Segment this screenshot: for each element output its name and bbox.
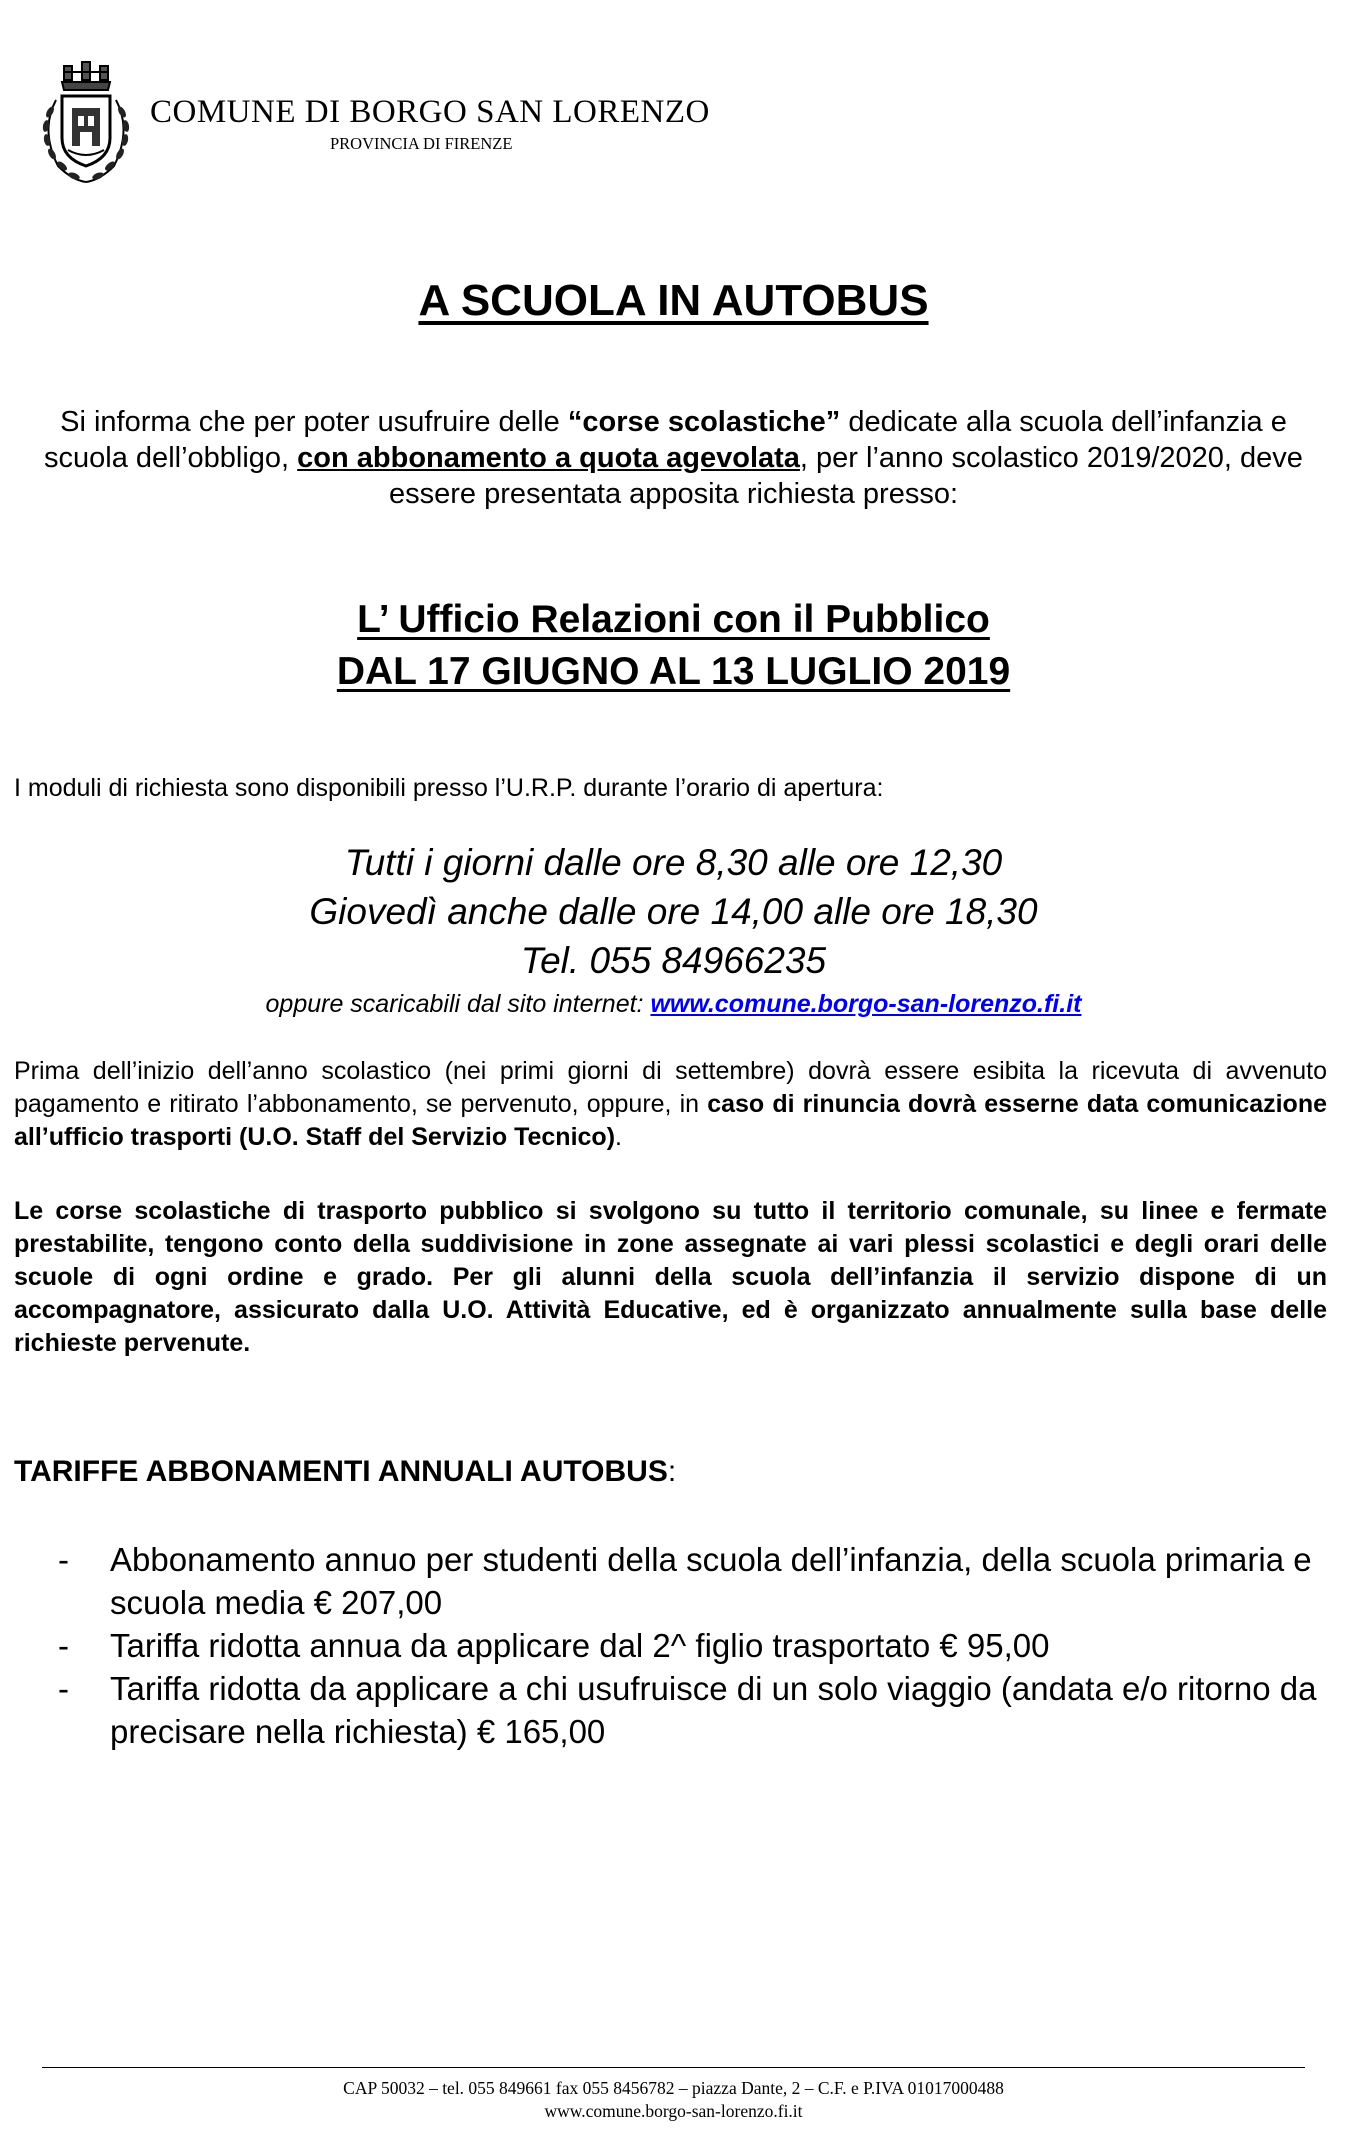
page-title: A SCUOLA IN AUTOBUS <box>418 276 929 325</box>
tariffs-title: TARIFFE ABBONAMENTI ANNUALI AUTOBUS <box>14 1455 668 1488</box>
intro-paragraph <box>40 404 1307 512</box>
hours-line-2: Giovedì anche dalle ore 14,00 alle ore 18,30 <box>309 891 1038 932</box>
website-link[interactable]: www.comune.borgo-san-lorenzo.fi.it <box>650 990 1082 1018</box>
forms-availability-text: I moduli di richiesta sono disponibili presso l’U.R.P. durante l’orario di apertura: <box>14 774 884 802</box>
municipality-name: COMUNE DI BORGO SAN LORENZO <box>150 94 710 130</box>
footer-website: www.comune.borgo-san-lorenzo.fi.it <box>544 2101 803 2121</box>
province-name: PROVINCIA DI FIRENZE <box>330 134 513 153</box>
tariff-text: Abbonamento annuo per studenti della scuola dell’infanzia, della scuola primaria e scuola media € 207,00 <box>110 1541 1312 1621</box>
phone-number: Tel. 055 84966235 <box>520 940 827 981</box>
intro-text-1: Si informa che per poter usufruire delle <box>60 406 568 438</box>
hours-line-1: Tutti i giorni dalle ore 8,30 alle ore 12,30 <box>344 842 1003 883</box>
download-text: oppure scaricabili dal sito internet: <box>265 990 651 1018</box>
intro-text-3: , per l’anno scolastico 2019/2020, deve essere presentata apposita richiesta presso: <box>388 442 1303 510</box>
tariff-text: Tariffa ridotta annua da applicare dal 2^ figlio trasportato € 95,00 <box>110 1627 1050 1664</box>
payment-paragraph <box>14 1055 1327 1154</box>
list-item <box>58 1667 1328 1753</box>
tariff-text: Tariffa ridotta da applicare a chi usufruisce di un solo viaggio (andata e/o ritorno da precisare nella richiesta) € 165,00 <box>110 1670 1317 1750</box>
download-line <box>0 990 1347 1019</box>
list-item <box>58 1624 1328 1667</box>
intro-bold-underlined: con abbonamento a quota agevolata <box>297 442 800 474</box>
payment-bold-text: caso di rinuncia dovrà esserne data comunicazione all’ufficio trasporti (U.O. Staff del Servizio Tecnico) <box>14 1090 1327 1151</box>
tariffs-heading <box>14 1455 676 1489</box>
office-block <box>0 594 1347 698</box>
dash-bullet: - <box>58 1670 69 1707</box>
opening-hours <box>0 838 1347 985</box>
office-dates: DAL 17 GIUGNO AL 13 LUGLIO 2019 <box>336 650 1011 693</box>
dash-bullet: - <box>58 1627 69 1664</box>
footer-contacts: CAP 50032 – tel. 055 849661 fax 055 8456782 – piazza Dante, 2 – C.F. e P.IVA 01017000488 <box>343 2078 1004 2098</box>
dash-bullet: - <box>58 1541 69 1578</box>
payment-text: Prima dell’inizio dell’anno scolastico (nei primi giorni di settembre) dovrà essere esibita la ricevuta di avvenuto pagamento e ritirato l’abbonamento, se pervenuto, oppure, in <box>14 1057 1327 1118</box>
tariffs-list <box>58 1538 1328 1753</box>
service-paragraph: Le corse scolastiche di trasporto pubblico si svolgono su tutto il territorio comunale, su linee e fermate prestabilite, tengono conto della suddivisione in zone assegnate ai vari plessi scolastici e degli orari delle scuole di ogni ordine e grado. Per gli alunni della scuola dell’infanzia il servizio dispone di un accompagnatore, assicurato dalla U.O. Attività Educative, ed è organizzato annualmente sulla base delle richieste pervenute. <box>14 1197 1327 1357</box>
intro-text-2: dedicate alla scuola dell’infanzia e scuola dell’obbligo, <box>44 406 1287 474</box>
coat-of-arms-icon <box>30 60 142 190</box>
office-name: L’ Ufficio Relazioni con il Pubblico <box>357 598 990 641</box>
footer <box>0 2077 1347 2123</box>
payment-text-end: . <box>615 1123 622 1151</box>
list-item <box>58 1538 1328 1624</box>
footer-divider <box>42 2067 1305 2068</box>
intro-bold-1: “corse scolastiche” <box>567 406 841 438</box>
tariffs-title-suffix: : <box>667 1455 677 1488</box>
